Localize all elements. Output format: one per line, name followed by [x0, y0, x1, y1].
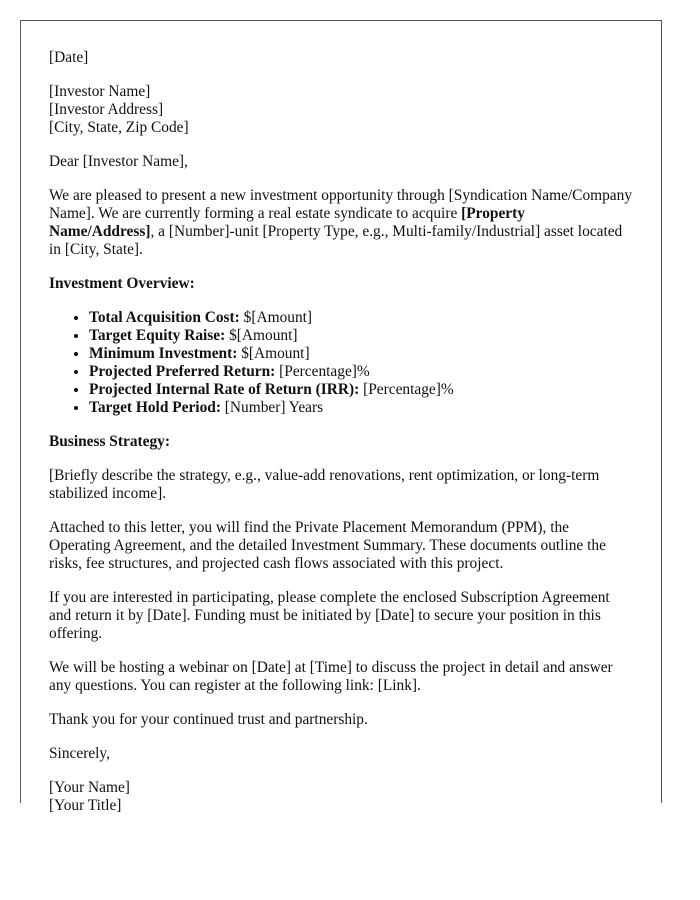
overview-item-value: $[Amount]	[225, 327, 298, 344]
overview-list	[49, 309, 634, 417]
recipient-block	[49, 83, 634, 137]
strategy-paragraph: [Briefly describe the strategy, e.g., value-add renovations, rent optimization, or long-term stabilized income].	[49, 467, 600, 502]
overview-item-value: [Percentage]%	[275, 363, 370, 380]
intro-property-name: [Property Name/Address]	[49, 205, 525, 240]
overview-item-label: Target Hold Period:	[89, 399, 221, 416]
overview-item-value: $[Amount]	[239, 309, 313, 326]
strategy-heading: Business Strategy:	[49, 433, 170, 450]
intro-part2: , a [Number]-unit [Property Type, e.g., Multi-family/Industrial] asset located in [City, State].	[49, 223, 623, 258]
thanks-paragraph: Thank you for your continued trust and partnership.	[49, 711, 368, 728]
overview-item-label: Total Acquisition Cost:	[89, 309, 240, 326]
closing: Sincerely,	[49, 745, 110, 762]
letter-content	[49, 49, 634, 831]
overview-item-label: Projected Internal Rate of Return (IRR):	[89, 381, 360, 398]
letter-date: [Date]	[49, 49, 89, 66]
participation-paragraph: If you are interested in participating, please complete the enclosed Subscription Agreement and return it by [Date]. Funding must be initiated by [Date] to secure your position in this offering.	[49, 589, 610, 642]
attachments-paragraph: Attached to this letter, you will find the Private Placement Memorandum (PPM), the Operating Agreement, and the detailed Investment Summary. These documents outline the risks, fee structures, and projected cash flows associated with this project.	[49, 519, 606, 572]
signature-block	[49, 779, 634, 815]
overview-item-value: $[Amount]	[237, 345, 310, 362]
overview-item	[89, 363, 634, 381]
overview-item-label: Target Equity Raise:	[89, 327, 226, 344]
recipient-address: [Investor Address]	[49, 101, 164, 118]
overview-item	[89, 345, 634, 363]
overview-item-value: [Number] Years	[220, 399, 324, 416]
recipient-city-line: [City, State, Zip Code]	[49, 119, 189, 136]
overview-item-label: Projected Preferred Return:	[89, 363, 276, 380]
overview-heading: Investment Overview:	[49, 275, 195, 292]
intro-paragraph	[49, 187, 634, 259]
letter-page	[20, 20, 662, 814]
recipient-name: [Investor Name]	[49, 83, 151, 100]
intro-part1: We are pleased to present a new investment opportunity through [Syndication Name/Company Name]. We are currently forming a real estate syndicate to acquire	[49, 187, 633, 222]
overview-item	[89, 327, 634, 345]
overview-item-label: Minimum Investment:	[89, 345, 238, 362]
webinar-paragraph: We will be hosting a webinar on [Date] at [Time] to discuss the project in detail and answer any questions. You can register at the following link: [Link].	[49, 659, 613, 694]
overview-item	[89, 399, 634, 417]
overview-item	[89, 381, 634, 399]
signature-title: [Your Title]	[49, 797, 122, 814]
salutation: Dear [Investor Name],	[49, 153, 188, 170]
signature-name: [Your Name]	[49, 779, 130, 796]
overview-item	[89, 309, 634, 327]
overview-item-value: [Percentage]%	[359, 381, 454, 398]
